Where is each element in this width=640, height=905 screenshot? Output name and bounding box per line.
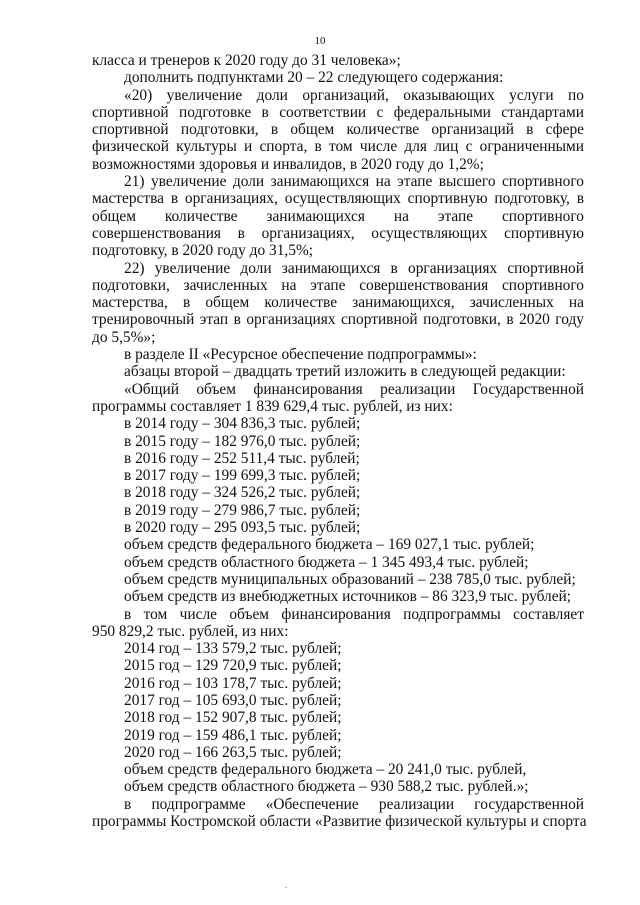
text-line: возможностями здоровья и инвалидов, в 2020 году до 1,2%; bbox=[92, 155, 484, 173]
text-line: 21) увеличение доли занимающихся на этапе высшего спортивного bbox=[124, 173, 584, 191]
text-line: в 2019 году – 279 986,7 тыс. рублей; bbox=[124, 501, 361, 519]
text-line: мастерства в организациях, осуществляющих спортивную подготовку, в bbox=[92, 190, 584, 208]
text-line: в 2016 году – 252 511,4 тыс. рублей; bbox=[124, 449, 360, 467]
text-line: объем средств муниципальных образований – 238 785,0 тыс. рублей; bbox=[124, 570, 576, 588]
text-line: совершенствования в организациях, осуществляющих спортивную bbox=[92, 224, 584, 242]
text-line: в подпрограмме «Обеспечение реализации государственной bbox=[124, 795, 584, 813]
text-line: 2015 год – 129 720,9 тыс. рублей; bbox=[124, 657, 342, 675]
page-number: 10 bbox=[314, 35, 326, 47]
text-line: в разделе II «Ресурсное обеспечение подпрограммы»: bbox=[124, 346, 477, 364]
text-line: общем количестве занимающихся на этапе спортивного bbox=[92, 207, 584, 225]
text-line: физической культуры и спорта, в том числе для лиц с ограниченными bbox=[92, 138, 584, 156]
text-line: 2014 год – 133 579,2 тыс. рублей; bbox=[124, 640, 342, 658]
text-line: объем средств из внебюджетных источников – 86 323,9 тыс. рублей; bbox=[124, 588, 572, 606]
text-line: 2017 год – 105 693,0 тыс. рублей; bbox=[124, 691, 342, 709]
text-line: подготовки, зачисленных на этапе совершенствования спортивного bbox=[92, 276, 584, 294]
text-line: 2020 год – 166 263,5 тыс. рублей; bbox=[124, 743, 342, 761]
text-line: объем средств федерального бюджета – 169 027,1 тыс. рублей; bbox=[124, 536, 535, 554]
text-line: программы Костромской области «Развитие физической культуры и спорта bbox=[92, 813, 587, 831]
text-line: в 2020 году – 295 093,5 тыс. рублей; bbox=[124, 519, 361, 537]
text-line: программы составляет 1 839 629,4 тыс. рублей, из них: bbox=[92, 397, 453, 415]
text-line: 2016 год – 103 178,7 тыс. рублей; bbox=[124, 674, 342, 692]
text-line: спортивной подготовки, в общем количестве организаций в сфере bbox=[92, 121, 584, 139]
text-line: в 2018 году – 324 526,2 тыс. рублей; bbox=[124, 484, 361, 502]
text-line: в 2014 году – 304 836,3 тыс. рублей; bbox=[124, 415, 361, 433]
text-line: 2019 год – 159 486,1 тыс. рублей; bbox=[124, 726, 342, 744]
text-line: объем средств областного бюджета – 1 345 493,4 тыс. рублей; bbox=[124, 553, 529, 571]
text-line: 22) увеличение доли занимающихся в организациях спортивной bbox=[124, 259, 584, 277]
text-line: 2018 год – 152 907,8 тыс. рублей; bbox=[124, 709, 342, 727]
text-line: дополнить подпунктами 20 – 22 следующего содержания: bbox=[124, 69, 504, 87]
text-line: спортивной подготовке в соответствии с федеральными стандартами bbox=[92, 103, 584, 121]
text-line: мастерства, в общем количестве занимающихся, зачисленных на bbox=[92, 294, 584, 312]
text-line: класса и тренеров к 2020 году до 31 человека»; bbox=[92, 52, 401, 69]
document-body bbox=[92, 52, 587, 831]
text-line: абзацы второй – двадцать третий изложить в следующей редакции: bbox=[124, 363, 566, 381]
text-line: объем средств федерального бюджета – 20 241,0 тыс. рублей, bbox=[124, 761, 527, 779]
scan-speck bbox=[285, 887, 287, 888]
text-line: «Общий объем финансирования реализации Государственной bbox=[124, 380, 584, 398]
text-line: в том числе объем финансирования подпрограммы составляет bbox=[124, 605, 584, 623]
text-line: 950 829,2 тыс. рублей, из них: bbox=[92, 622, 289, 640]
text-line: объем средств областного бюджета – 930 588,2 тыс. рублей.»; bbox=[124, 778, 529, 796]
text-line: до 5,5%»; bbox=[92, 328, 156, 346]
text-line: тренировочный этап в организациях спортивной подготовки, в 2020 году bbox=[92, 311, 584, 329]
text-line: подготовку, в 2020 году до 31,5%; bbox=[92, 242, 314, 260]
text-line: в 2015 году – 182 976,0 тыс. рублей; bbox=[124, 432, 361, 450]
text-line: «20) увеличение доли организаций, оказывающих услуги по bbox=[124, 86, 584, 104]
text-line: в 2017 году – 199 699,3 тыс. рублей; bbox=[124, 467, 361, 485]
